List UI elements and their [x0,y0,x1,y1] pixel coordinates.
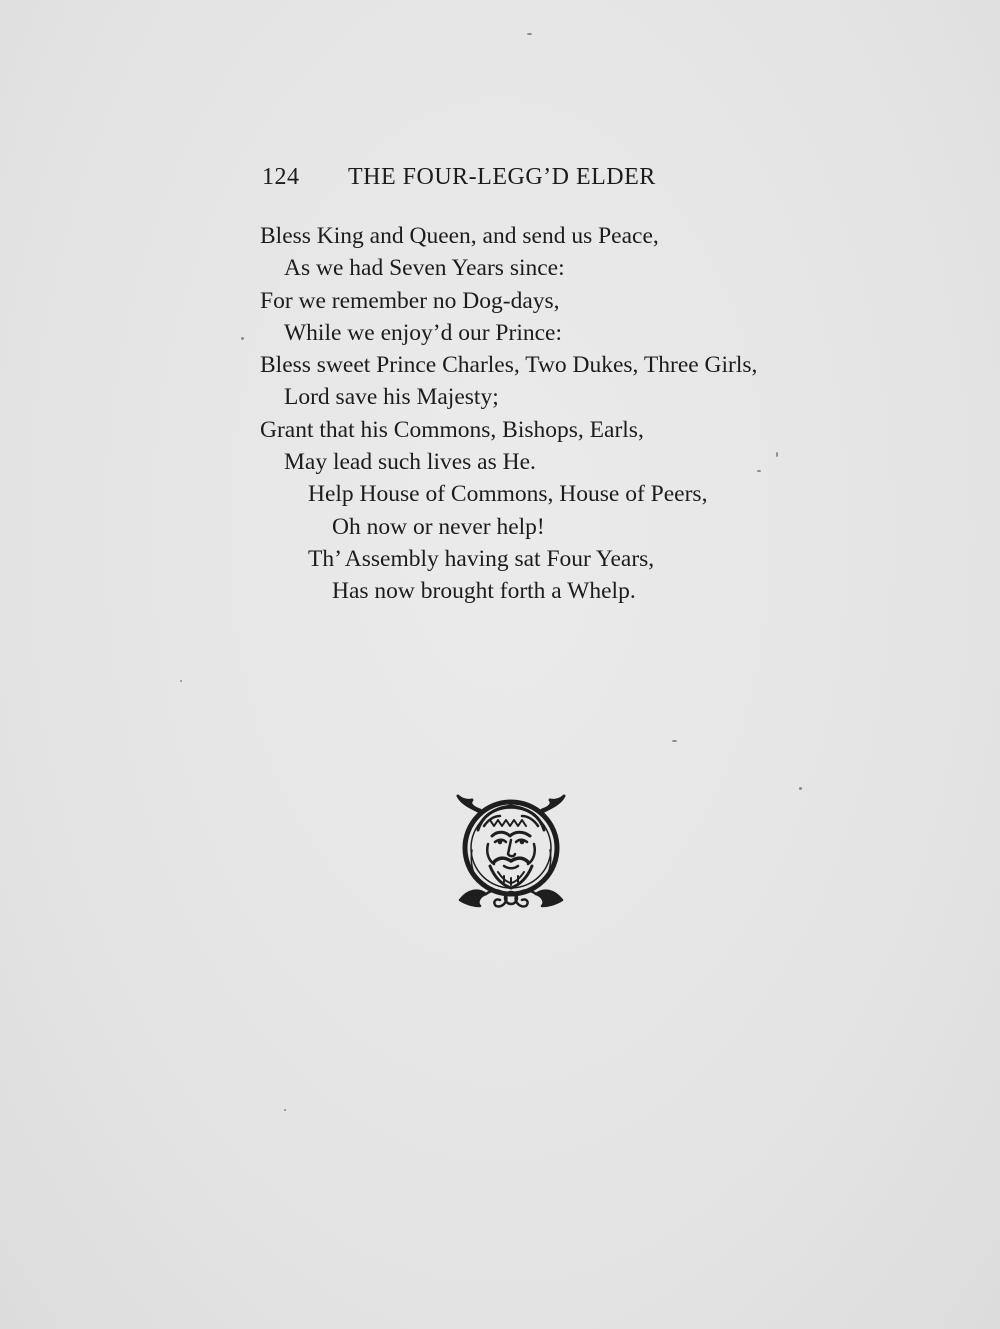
verse-line: Bless King and Queen, and send us Peace, [260,223,659,249]
running-head [262,164,722,198]
paper-speck [799,787,802,790]
paper-speck [284,1109,286,1111]
paper-speck [180,680,182,682]
paper-speck [672,740,677,742]
poem [258,220,798,608]
verse-line: While we enjoy’d our Prince: [284,319,562,346]
verse-line: Has now brought forth a Whelp. [332,578,636,605]
page-number: 124 [262,164,300,190]
verse-line: May lead such lives as He. [284,449,536,476]
verse-line: Grant that his Commons, Bishops, Earls, [260,416,644,443]
verse-line: Bless sweet Prince Charles, Two Dukes, Three Girls, [260,352,758,379]
verse-line: For we remember no Dog-days, [260,287,560,314]
verse-line: Oh now or never help! [332,513,545,540]
verse-line: Th’ Assembly having sat Four Years, [308,545,655,572]
green-man-face-tailpiece-icon [450,790,572,910]
paper-speck [241,337,244,340]
paper-speck [527,33,532,35]
tailpiece-svg [450,790,572,910]
paper-speck [757,470,761,472]
verse-line: Help House of Commons, House of Peers, [308,481,708,508]
verse-line: As we had Seven Years since: [284,255,565,282]
running-title: THE FOUR-LEGG’D ELDER [348,164,656,190]
paper-speck [776,452,778,457]
verse-line: Lord save his Majesty; [284,384,499,411]
